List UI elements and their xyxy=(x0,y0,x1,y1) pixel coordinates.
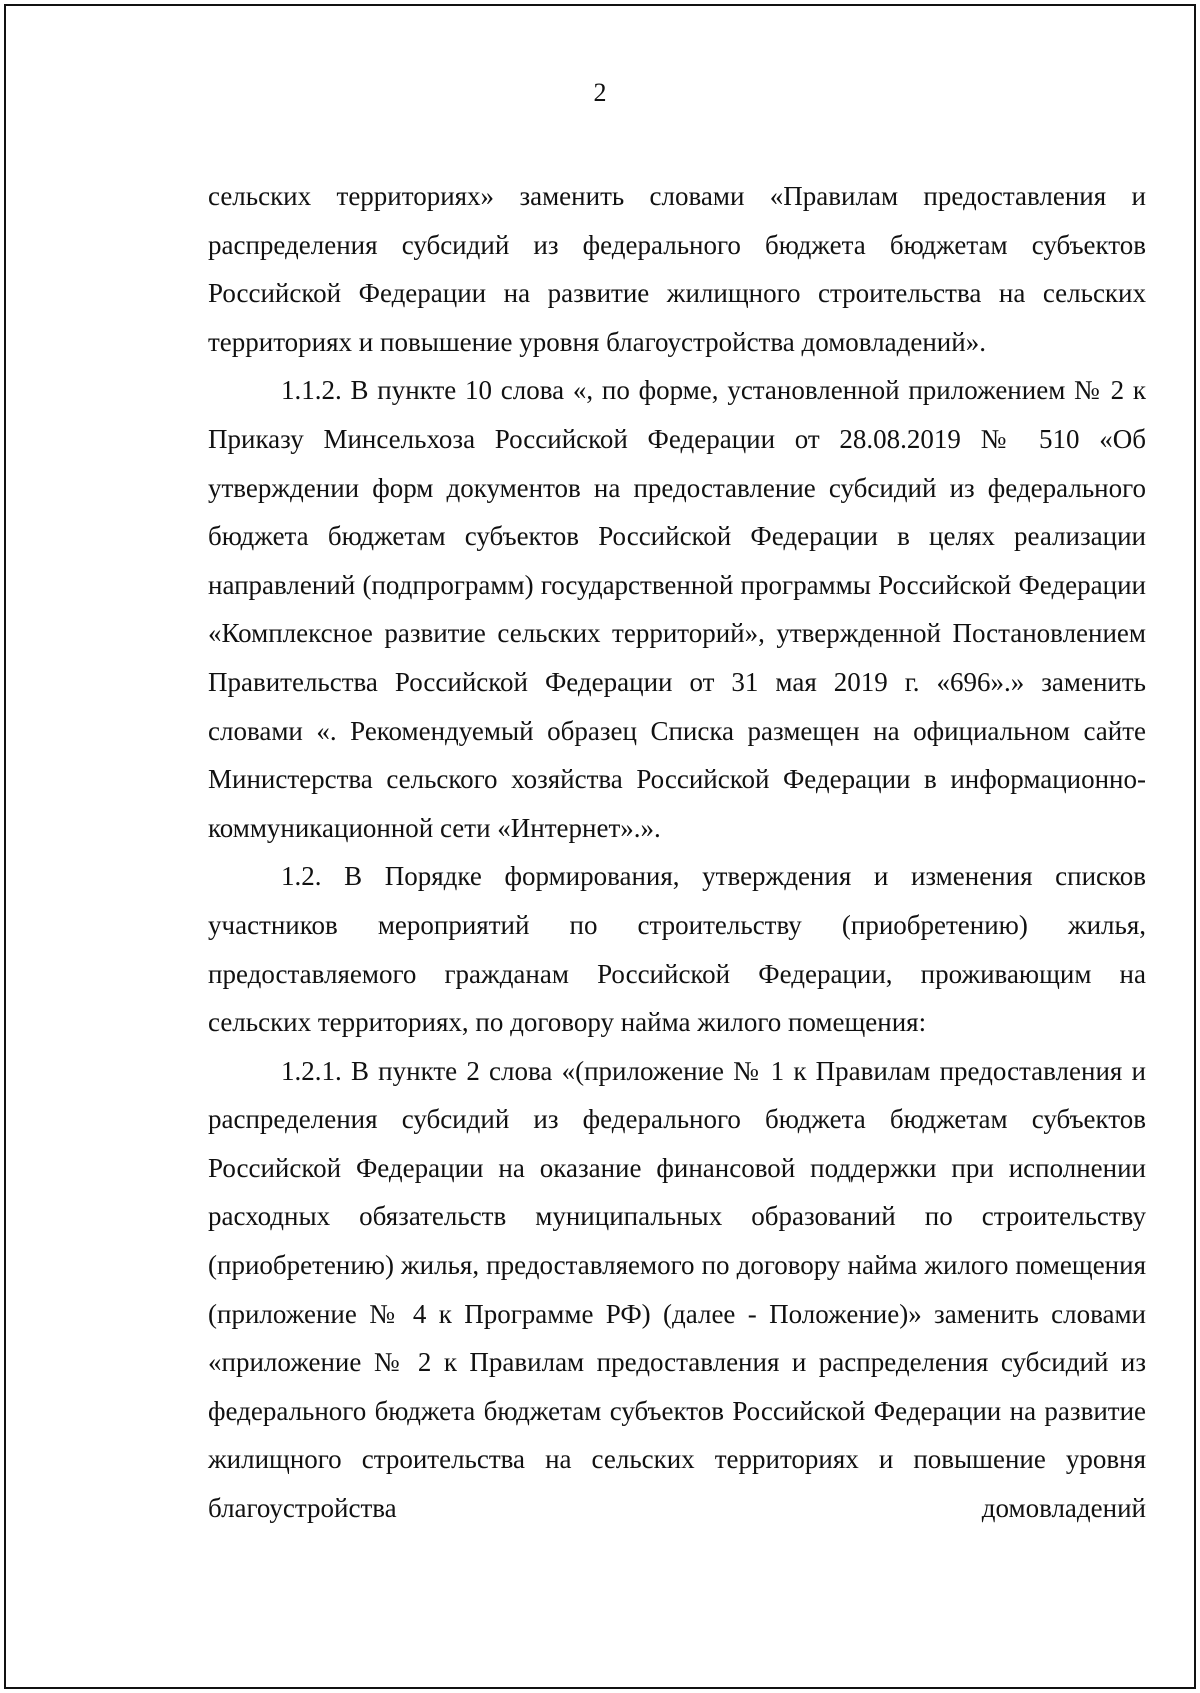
page-frame xyxy=(4,4,1196,1689)
document-body xyxy=(208,172,1146,1533)
paragraph-1-2-1: 1.2.1. В пункте 2 слова «(приложение № 1 к Правилам предоставления и распределения субсидий из федерального бюджета бюджетам субъектов Российской Федерации на оказание финансовой поддержки при исполнении расходных обязательств муниципальных образований по строительству (приобретению) жилья, предоставляемого по договору найма жилого помещения (приложение № 4 к Программе РФ) (далее - Положение)» заменить словами «приложение № 2 к Правилам предоставления и распределения субсидий из федерального бюджета бюджетам субъектов Российской Федерации на развитие жилищного строительства на сельских территориях и повышение уровня благоустройства домовладений xyxy=(208,1055,1146,1524)
paragraph-1-1-2: 1.1.2. В пункте 10 слова «, по форме, установленной приложением № 2 к Приказу Минсельхоза Российской Федерации от 28.08.2019 № 510 «Об утверждении форм документов на предоставление субсидий из федерального бюджета бюджетам субъектов Российской Федерации в целях реализации направлений (подпрограмм) государственной программы Российской Федерации «Комплексное развитие сельских территорий», утвержденной Постановлением Правительства Российской Федерации от 31 мая 2019 г. «696».» заменить словами «. Рекомендуемый образец Списка размещен на официальном сайте Министерства сельского хозяйства Российской Федерации в информационно-коммуникационной сети «Интернет».». xyxy=(208,375,1146,843)
page-number: 2 xyxy=(593,78,607,107)
paragraph-continuation: сельских территориях» заменить словами «Правилам предоставления и распределения субсидий из федерального бюджета бюджетам субъектов Российской Федерации на развитие жилищного строительства на сельских территориях и повышение уровня благоустройства домовладений». xyxy=(208,181,1146,357)
paragraph-1-2: 1.2. В Порядке формирования, утверждения и изменения списков участников мероприятий по строительству (приобретению) жилья, предоставляемого гражданам Российской Федерации, проживающим на сельских территориях, по договору найма жилого помещения: xyxy=(208,861,1146,1038)
